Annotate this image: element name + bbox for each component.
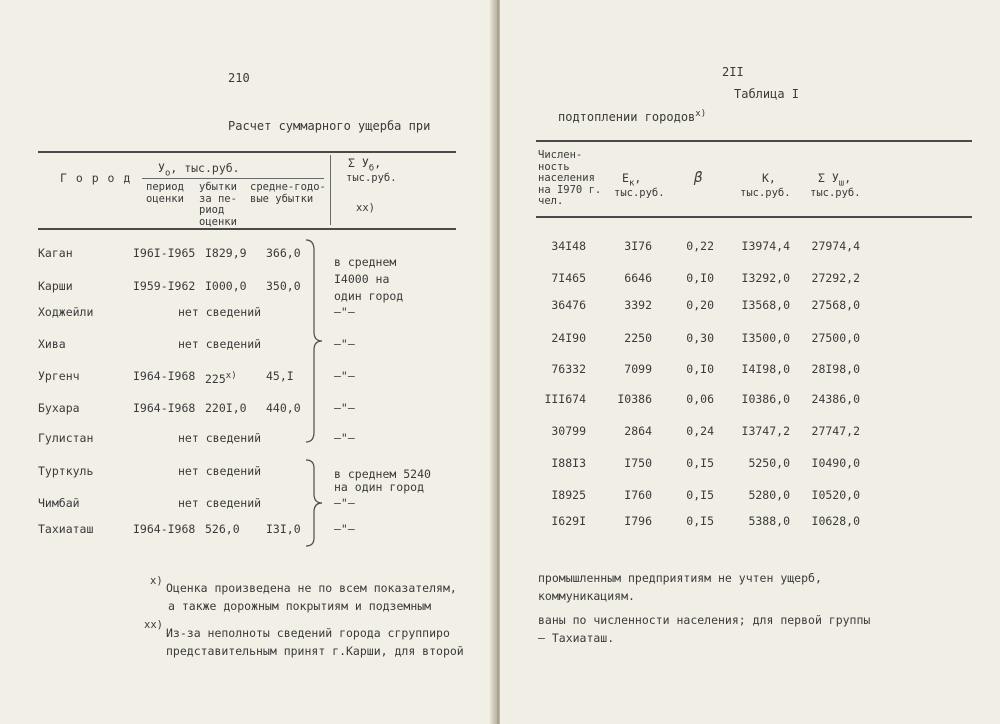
header-avg-losses: средне-годо- вые убытки: [250, 181, 326, 205]
period-cell: I96I-I965: [133, 246, 196, 260]
ditto-cell: –"–: [334, 401, 355, 415]
ek-cell: I0386: [617, 392, 652, 406]
sum-ush-cell: I0628,0: [811, 514, 860, 528]
k-cell: 5280,0: [748, 488, 790, 502]
avg-losses-cell: 45,I: [266, 369, 294, 383]
population-cell: I8925: [551, 488, 586, 502]
population-cell: 30799: [551, 424, 586, 438]
group1-brace: [304, 238, 326, 444]
beta-cell: 0,I0: [686, 362, 714, 376]
population-cell: 76332: [551, 362, 586, 376]
ek-cell: 2250: [624, 331, 652, 345]
beta-cell: 0,30: [686, 331, 714, 345]
header-sum-ub: Σ $У_б$,: [348, 156, 382, 174]
city-cell: Ходжейли: [38, 305, 94, 319]
header-city: Г о р о д: [60, 171, 132, 185]
ek-cell: I750: [624, 456, 652, 470]
k-cell: I3568,0: [741, 298, 790, 312]
sum-ush-cell: I0490,0: [811, 456, 860, 470]
ditto-cell: –"–: [334, 305, 355, 319]
header-divider: [330, 155, 331, 225]
ek-cell: 6646: [624, 271, 652, 285]
ek-cell: 7099: [624, 362, 652, 376]
city-cell: Карши: [38, 279, 73, 293]
header-sum-unit: тыс.руб.: [346, 172, 397, 184]
group1-note: в среднем I4000 на один город: [334, 255, 404, 303]
ek-cell: 3I76: [624, 239, 652, 253]
k-cell: I3500,0: [741, 331, 790, 345]
header-ek-unit: тыс.руб.: [614, 187, 665, 199]
footnote2-marker: хх): [144, 619, 163, 631]
ditto-cell: –"–: [334, 369, 355, 383]
city-cell: Гулистан: [38, 431, 94, 445]
losses-cell: $225^{х)}$: [205, 371, 237, 386]
header-uo-rule: [142, 178, 324, 179]
k-cell: I3974,4: [741, 239, 790, 253]
table-label: Таблица I: [734, 87, 800, 101]
header-k-unit: тыс.руб.: [740, 187, 791, 199]
k-cell: I4I98,0: [741, 362, 790, 376]
population-cell: I88I3: [551, 456, 586, 470]
city-cell: Ургенч: [38, 369, 80, 383]
header-ek: $Е_к$,: [622, 171, 642, 189]
losses-cell: нет сведений: [178, 431, 262, 445]
right-footnote1-line1: промышленным предприятиям не учтен ущерб,: [538, 571, 822, 585]
ditto-cell: –"–: [334, 431, 355, 445]
losses-cell: нет сведений: [178, 337, 262, 351]
footnote1-marker: х): [150, 575, 163, 587]
city-cell: Хива: [38, 337, 66, 351]
beta-cell: 0,22: [686, 239, 714, 253]
avg-losses-cell: 366,0: [266, 246, 301, 260]
header-period: период оценки: [146, 181, 184, 205]
right-table-top-rule: [536, 140, 972, 142]
city-cell: Чимбай: [38, 496, 80, 510]
header-sum-ush-unit: тыс.руб.: [810, 187, 861, 199]
k-cell: I3292,0: [741, 271, 790, 285]
header-sum-note: хх): [356, 202, 375, 214]
footnote1-line2: а также дорожным покрытиям и подземным: [168, 599, 432, 613]
beta-cell: 0,I0: [686, 271, 714, 285]
sum-ush-cell: 27568,0: [811, 298, 860, 312]
right-footnote2-line1: ваны по численности населения; для первой группы: [538, 613, 871, 627]
footnote1-line1: Оценка произведена не по всем показателям,: [166, 581, 457, 595]
period-cell: I959-I962: [133, 279, 196, 293]
group2-note: в среднем 5240 на один город: [334, 467, 431, 494]
population-cell: 34I48: [551, 239, 586, 253]
right-footnote1-line2: коммуникациям.: [538, 589, 635, 603]
ek-cell: I760: [624, 488, 652, 502]
losses-cell: 220I,0: [205, 401, 247, 415]
right-header-bottom-rule: [536, 216, 972, 218]
left-page: [0, 0, 496, 724]
losses-cell: I000,0: [205, 279, 247, 293]
sum-ush-cell: 27747,2: [811, 424, 860, 438]
city-cell: Тахиаташ: [38, 522, 94, 536]
right-page-number: 2II: [722, 65, 744, 79]
losses-cell: нет сведений: [178, 305, 262, 319]
period-cell: I964-I968: [133, 369, 196, 383]
table-title-part1: Расчет суммарного ущерба при: [228, 119, 431, 133]
sum-ush-cell: 27974,4: [811, 239, 860, 253]
city-cell: Каган: [38, 246, 73, 260]
right-page: [500, 0, 1000, 724]
header-uo: $У_о$, тыс.руб.: [158, 161, 240, 179]
header-k: К,: [762, 171, 776, 185]
ditto-cell: –"–: [334, 337, 355, 351]
sum-ush-cell: 27500,0: [811, 331, 860, 345]
k-cell: 5388,0: [748, 514, 790, 528]
losses-cell: нет сведений: [178, 496, 262, 510]
ditto-cell: –"–: [334, 522, 355, 536]
beta-cell: 0,I5: [686, 514, 714, 528]
city-cell: Турткуль: [38, 464, 94, 478]
avg-losses-cell: 440,0: [266, 401, 301, 415]
beta-cell: 0,I5: [686, 488, 714, 502]
k-cell: I3747,2: [741, 424, 790, 438]
beta-cell: 0,20: [686, 298, 714, 312]
header-bottom-rule: [38, 228, 456, 230]
population-cell: III674: [544, 392, 586, 406]
period-cell: I964-I968: [133, 522, 196, 536]
left-page-number: 210: [228, 71, 250, 85]
sum-ush-cell: 28I98,0: [811, 362, 860, 376]
population-cell: I629I: [551, 514, 586, 528]
sum-ush-cell: 24386,0: [811, 392, 860, 406]
population-cell: 7I465: [551, 271, 586, 285]
header-losses: убытки за пе- риод оценки: [199, 181, 237, 228]
group2-brace: [304, 458, 326, 548]
ek-cell: 3392: [624, 298, 652, 312]
period-cell: I964-I968: [133, 401, 196, 415]
ek-cell: I796: [624, 514, 652, 528]
avg-losses-cell: I3I,0: [266, 522, 301, 536]
k-cell: 5250,0: [748, 456, 790, 470]
footnote2-line1: Из-за неполноты сведений города сгруппиро: [166, 626, 450, 640]
ditto-cell: –"–: [334, 496, 355, 510]
population-cell: 36476: [551, 298, 586, 312]
footnote2-line2: представительным принят г.Карши, для второй: [166, 644, 464, 658]
losses-cell: нет сведений: [178, 464, 262, 478]
k-cell: I0386,0: [741, 392, 790, 406]
losses-cell: I829,9: [205, 246, 247, 260]
beta-cell: 0,24: [686, 424, 714, 438]
table-title-part2: подтоплении городов$^{х)}$: [558, 109, 707, 124]
header-sum-ush: Σ $У_ш$,: [818, 171, 852, 189]
losses-cell: 526,0: [205, 522, 240, 536]
sum-ush-cell: 27292,2: [811, 271, 860, 285]
header-beta: β: [694, 170, 703, 186]
sum-ush-cell: I0520,0: [811, 488, 860, 502]
city-cell: Бухара: [38, 401, 80, 415]
beta-cell: 0,06: [686, 392, 714, 406]
header-population: Числен- ность населения на I970 г. чел.: [538, 149, 602, 207]
avg-losses-cell: 350,0: [266, 279, 301, 293]
right-footnote2-line2: – Тахиаташ.: [538, 631, 615, 645]
table-top-rule: [38, 151, 456, 153]
ek-cell: 2864: [624, 424, 652, 438]
beta-cell: 0,I5: [686, 456, 714, 470]
population-cell: 24I90: [551, 331, 586, 345]
